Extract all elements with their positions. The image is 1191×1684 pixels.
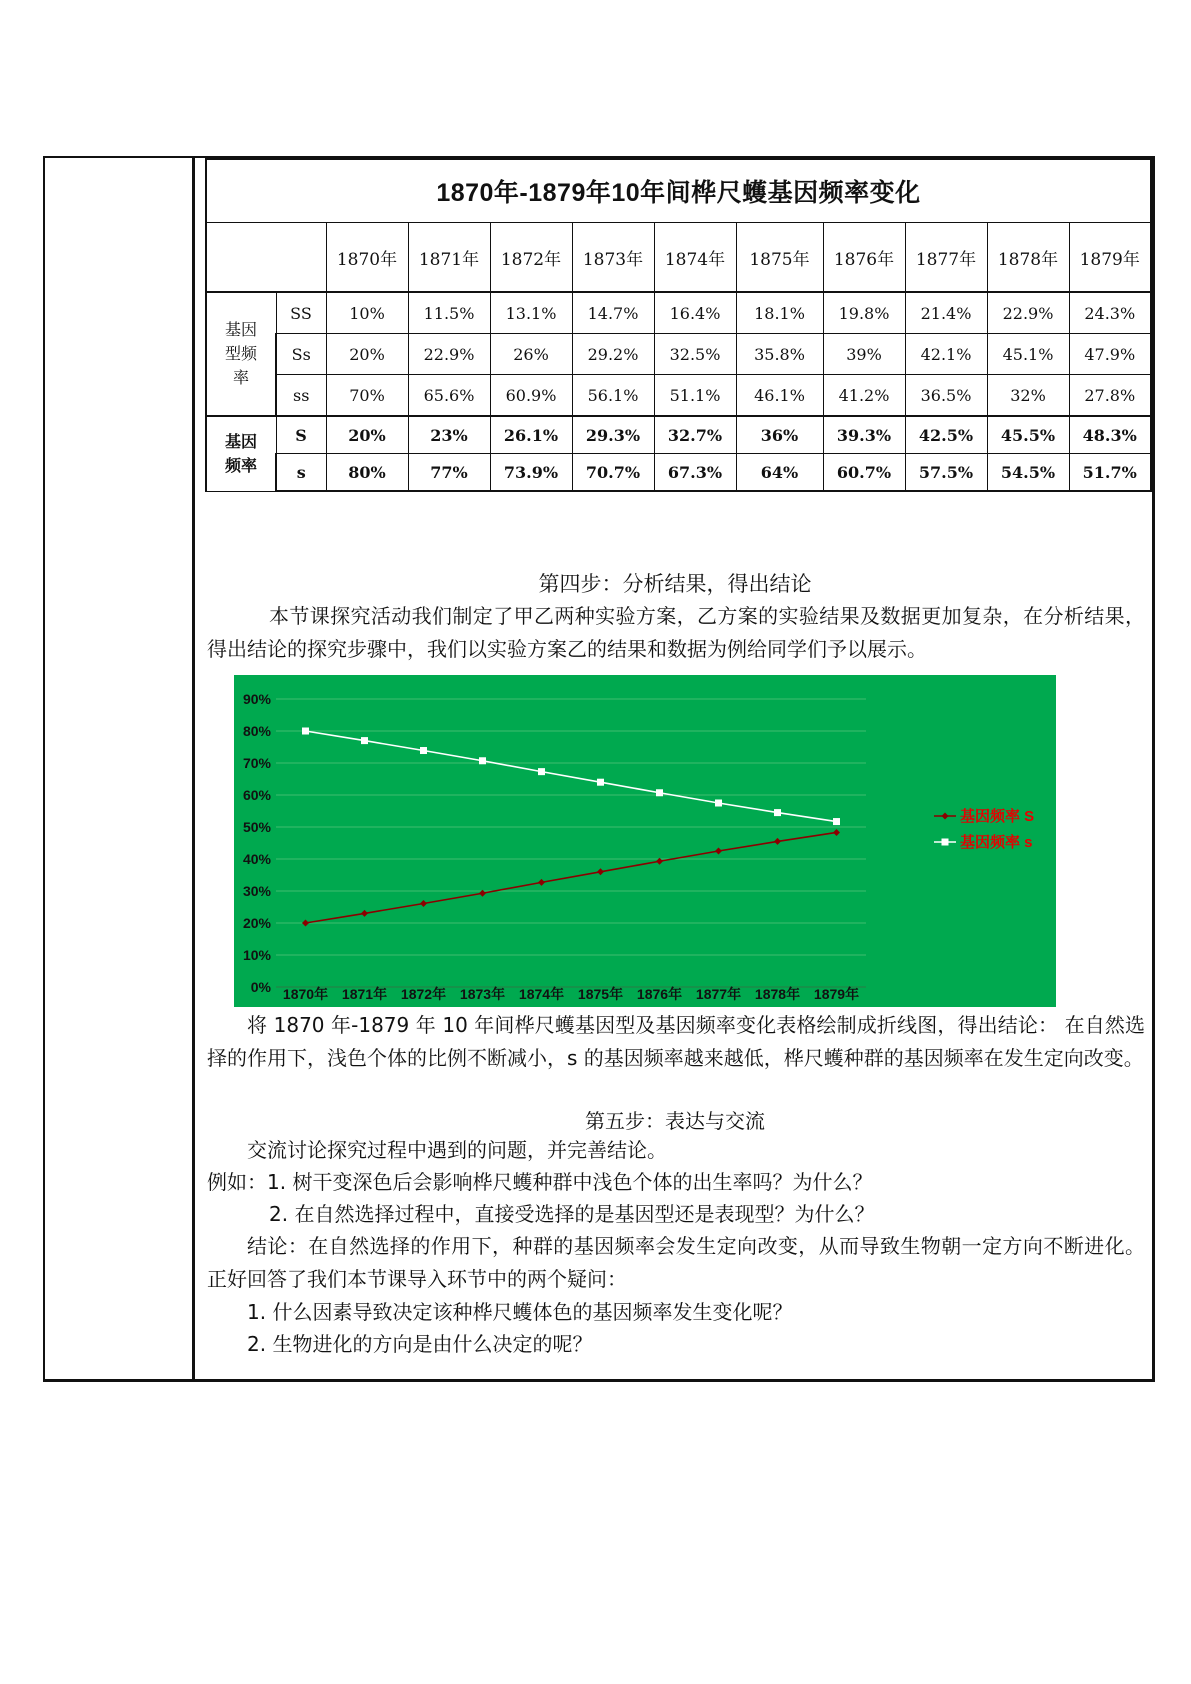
data-point — [833, 818, 840, 825]
table-cell: 77% — [408, 454, 490, 492]
row-label: s — [276, 454, 326, 492]
data-point — [656, 789, 663, 796]
series-line-S — [306, 832, 837, 923]
x-tick-label: 1870年 — [282, 986, 329, 1002]
genotype-row — [206, 334, 1151, 375]
gene-row — [206, 454, 1151, 492]
table-cell: 21.4% — [905, 292, 987, 334]
step5-conclusion: 结论：在自然选择的作用下，种群的基因频率会发生定向改变，从而导致生物朝一定方向不断进化。正好回答了我们本节课导入环节中的两个疑问： — [207, 1234, 1145, 1291]
table-cell: 73.9% — [490, 454, 572, 492]
y-tick-label: 70% — [242, 755, 271, 771]
table-cell: 22.9% — [408, 334, 490, 375]
table-cell: 36% — [736, 416, 823, 454]
data-point — [302, 728, 309, 735]
x-tick-label: 1877年 — [695, 986, 742, 1002]
x-tick-label: 1873年 — [459, 986, 506, 1002]
table-cell: 16.4% — [654, 292, 736, 334]
table-cell: 42.5% — [905, 416, 987, 454]
data-point — [361, 910, 368, 917]
table-cell: 20% — [326, 334, 408, 375]
x-tick-label: 1875年 — [577, 986, 624, 1002]
x-tick-label: 1879年 — [813, 986, 860, 1002]
year-header: 1871年 — [408, 223, 490, 293]
data-point — [361, 737, 368, 744]
table-cell: 39.3% — [823, 416, 905, 454]
table-cell: 46.1% — [736, 375, 823, 417]
data-point — [597, 868, 604, 875]
gene-frequency-table — [205, 158, 1152, 492]
x-tick-label: 1876年 — [636, 986, 683, 1002]
y-tick-label: 30% — [242, 883, 271, 899]
gene-row — [206, 416, 1151, 454]
table-cell: 10% — [326, 292, 408, 334]
legend-marker — [942, 839, 949, 846]
year-header-row — [206, 223, 1151, 293]
data-point — [420, 900, 427, 907]
y-tick-label: 90% — [242, 691, 271, 707]
genotype-row — [206, 292, 1151, 334]
row-label: SS — [276, 292, 326, 334]
table-cell: 13.1% — [490, 292, 572, 334]
year-header: 1874年 — [654, 223, 736, 293]
data-point — [774, 809, 781, 816]
year-header: 1876年 — [823, 223, 905, 293]
example-question-2: 2. 在自然选择过程中，直接受选择的是基因型还是表现型？为什么？ — [269, 1202, 875, 1226]
table-cell: 45.1% — [987, 334, 1069, 375]
table-cell: 29.2% — [572, 334, 654, 375]
example-question-1: 例如：1. 树干变深色后会影响桦尺蠖种群中浅色个体的出生率吗？为什么？ — [207, 1170, 873, 1194]
table-cell: 41.2% — [823, 375, 905, 417]
genotype-row — [206, 375, 1151, 417]
y-tick-label: 40% — [242, 851, 271, 867]
table-cell: 20% — [326, 416, 408, 454]
step4-paragraph: 本节课探究活动我们制定了甲乙两种实验方案，乙方案的实验结果及数据更加复杂，在分析结果，得出结论的探究步骤中，我们以实验方案乙的结果和数据为例给同学们予以展示。 — [207, 604, 1145, 661]
y-tick-label: 20% — [242, 915, 271, 931]
series-line-s — [306, 731, 837, 822]
table-cell: 65.6% — [408, 375, 490, 417]
year-header: 1879年 — [1069, 223, 1151, 293]
step5-heading: 第五步：表达与交流 — [585, 1109, 765, 1133]
table-cell: 32.7% — [654, 416, 736, 454]
table-cell: 67.3% — [654, 454, 736, 492]
table-cell: 19.8% — [823, 292, 905, 334]
data-point — [715, 800, 722, 807]
table-cell: 64% — [736, 454, 823, 492]
genotype-frequency-label: 基因型频率 — [206, 292, 276, 416]
x-tick-label: 1878年 — [754, 986, 801, 1002]
table-cell: 60.9% — [490, 375, 572, 417]
table-cell: 23% — [408, 416, 490, 454]
data-point — [597, 779, 604, 786]
table-cell: 35.8% — [736, 334, 823, 375]
table-cell: 45.5% — [987, 416, 1069, 454]
gene-frequency-label: 基因频率 — [206, 416, 276, 491]
data-point — [538, 879, 545, 886]
table-cell: 24.3% — [1069, 292, 1151, 334]
x-tick-label: 1872年 — [400, 986, 447, 1002]
x-tick-label: 1871年 — [341, 986, 388, 1002]
table-cell: 22.9% — [987, 292, 1069, 334]
table-cell: 39% — [823, 334, 905, 375]
table-cell: 56.1% — [572, 375, 654, 417]
year-header: 1878年 — [987, 223, 1069, 293]
table-cell: 18.1% — [736, 292, 823, 334]
legend-entry: 基因频率 s — [960, 834, 1033, 851]
data-point — [420, 747, 427, 754]
table-cell: 48.3% — [1069, 416, 1151, 454]
data-point — [833, 829, 840, 836]
data-point — [479, 757, 486, 764]
legend-marker — [942, 813, 949, 820]
table-cell: 26.1% — [490, 416, 572, 454]
table-cell: 32% — [987, 375, 1069, 417]
table-cell: 60.7% — [823, 454, 905, 492]
column-divider — [192, 156, 195, 1382]
table-cell: 70.7% — [572, 454, 654, 492]
table-cell: 32.5% — [654, 334, 736, 375]
row-label: Ss — [276, 334, 326, 375]
question-1: 1. 什么因素导致决定该种桦尺蠖体色的基因频率发生变化呢？ — [247, 1300, 793, 1324]
y-tick-label: 80% — [242, 723, 271, 739]
table-cell: 57.5% — [905, 454, 987, 492]
data-point — [715, 848, 722, 855]
y-tick-label: 0% — [250, 979, 271, 995]
corner-cell — [206, 223, 326, 293]
year-header: 1875年 — [736, 223, 823, 293]
y-tick-label: 10% — [242, 947, 271, 963]
step5-intro: 交流讨论探究过程中遇到的问题，并完善结论。 — [247, 1138, 667, 1162]
table-cell: 29.3% — [572, 416, 654, 454]
table-cell: 47.9% — [1069, 334, 1151, 375]
table-cell: 80% — [326, 454, 408, 492]
year-header: 1873年 — [572, 223, 654, 293]
question-2: 2. 生物进化的方向是由什么决定的呢？ — [247, 1332, 593, 1356]
row-label: ss — [276, 375, 326, 417]
legend-entry: 基因频率 S — [960, 808, 1035, 825]
year-header: 1877年 — [905, 223, 987, 293]
x-tick-label: 1874年 — [518, 986, 565, 1002]
table-cell: 26% — [490, 334, 572, 375]
year-header: 1870年 — [326, 223, 408, 293]
table-cell: 11.5% — [408, 292, 490, 334]
row-label: S — [276, 416, 326, 454]
step4-heading: 第四步：分析结果，得出结论 — [538, 572, 812, 596]
table-cell: 70% — [326, 375, 408, 417]
y-tick-label: 50% — [242, 819, 271, 835]
table-cell: 51.7% — [1069, 454, 1151, 492]
table-cell: 14.7% — [572, 292, 654, 334]
data-point — [774, 838, 781, 845]
data-point — [302, 920, 309, 927]
table-title: 1870年-1879年10年间桦尺蠖基因频率变化 — [206, 159, 1151, 223]
table-cell: 51.1% — [654, 375, 736, 417]
table-cell: 27.8% — [1069, 375, 1151, 417]
year-header: 1872年 — [490, 223, 572, 293]
data-point — [538, 768, 545, 775]
conclusion-paragraph: 将 1870 年-1879 年 10 年间桦尺蠖基因型及基因频率变化表格绘制成折线图，得出结论： 在自然选择的作用下，浅色个体的比例不断减小，s 的基因频率越来越低，桦尺蠖种群的基因频率在发生定向改变。 — [207, 1013, 1145, 1070]
table-cell: 36.5% — [905, 375, 987, 417]
y-tick-label: 60% — [242, 787, 271, 803]
table-cell: 42.1% — [905, 334, 987, 375]
table-cell: 54.5% — [987, 454, 1069, 492]
line-chart — [234, 675, 1056, 1007]
